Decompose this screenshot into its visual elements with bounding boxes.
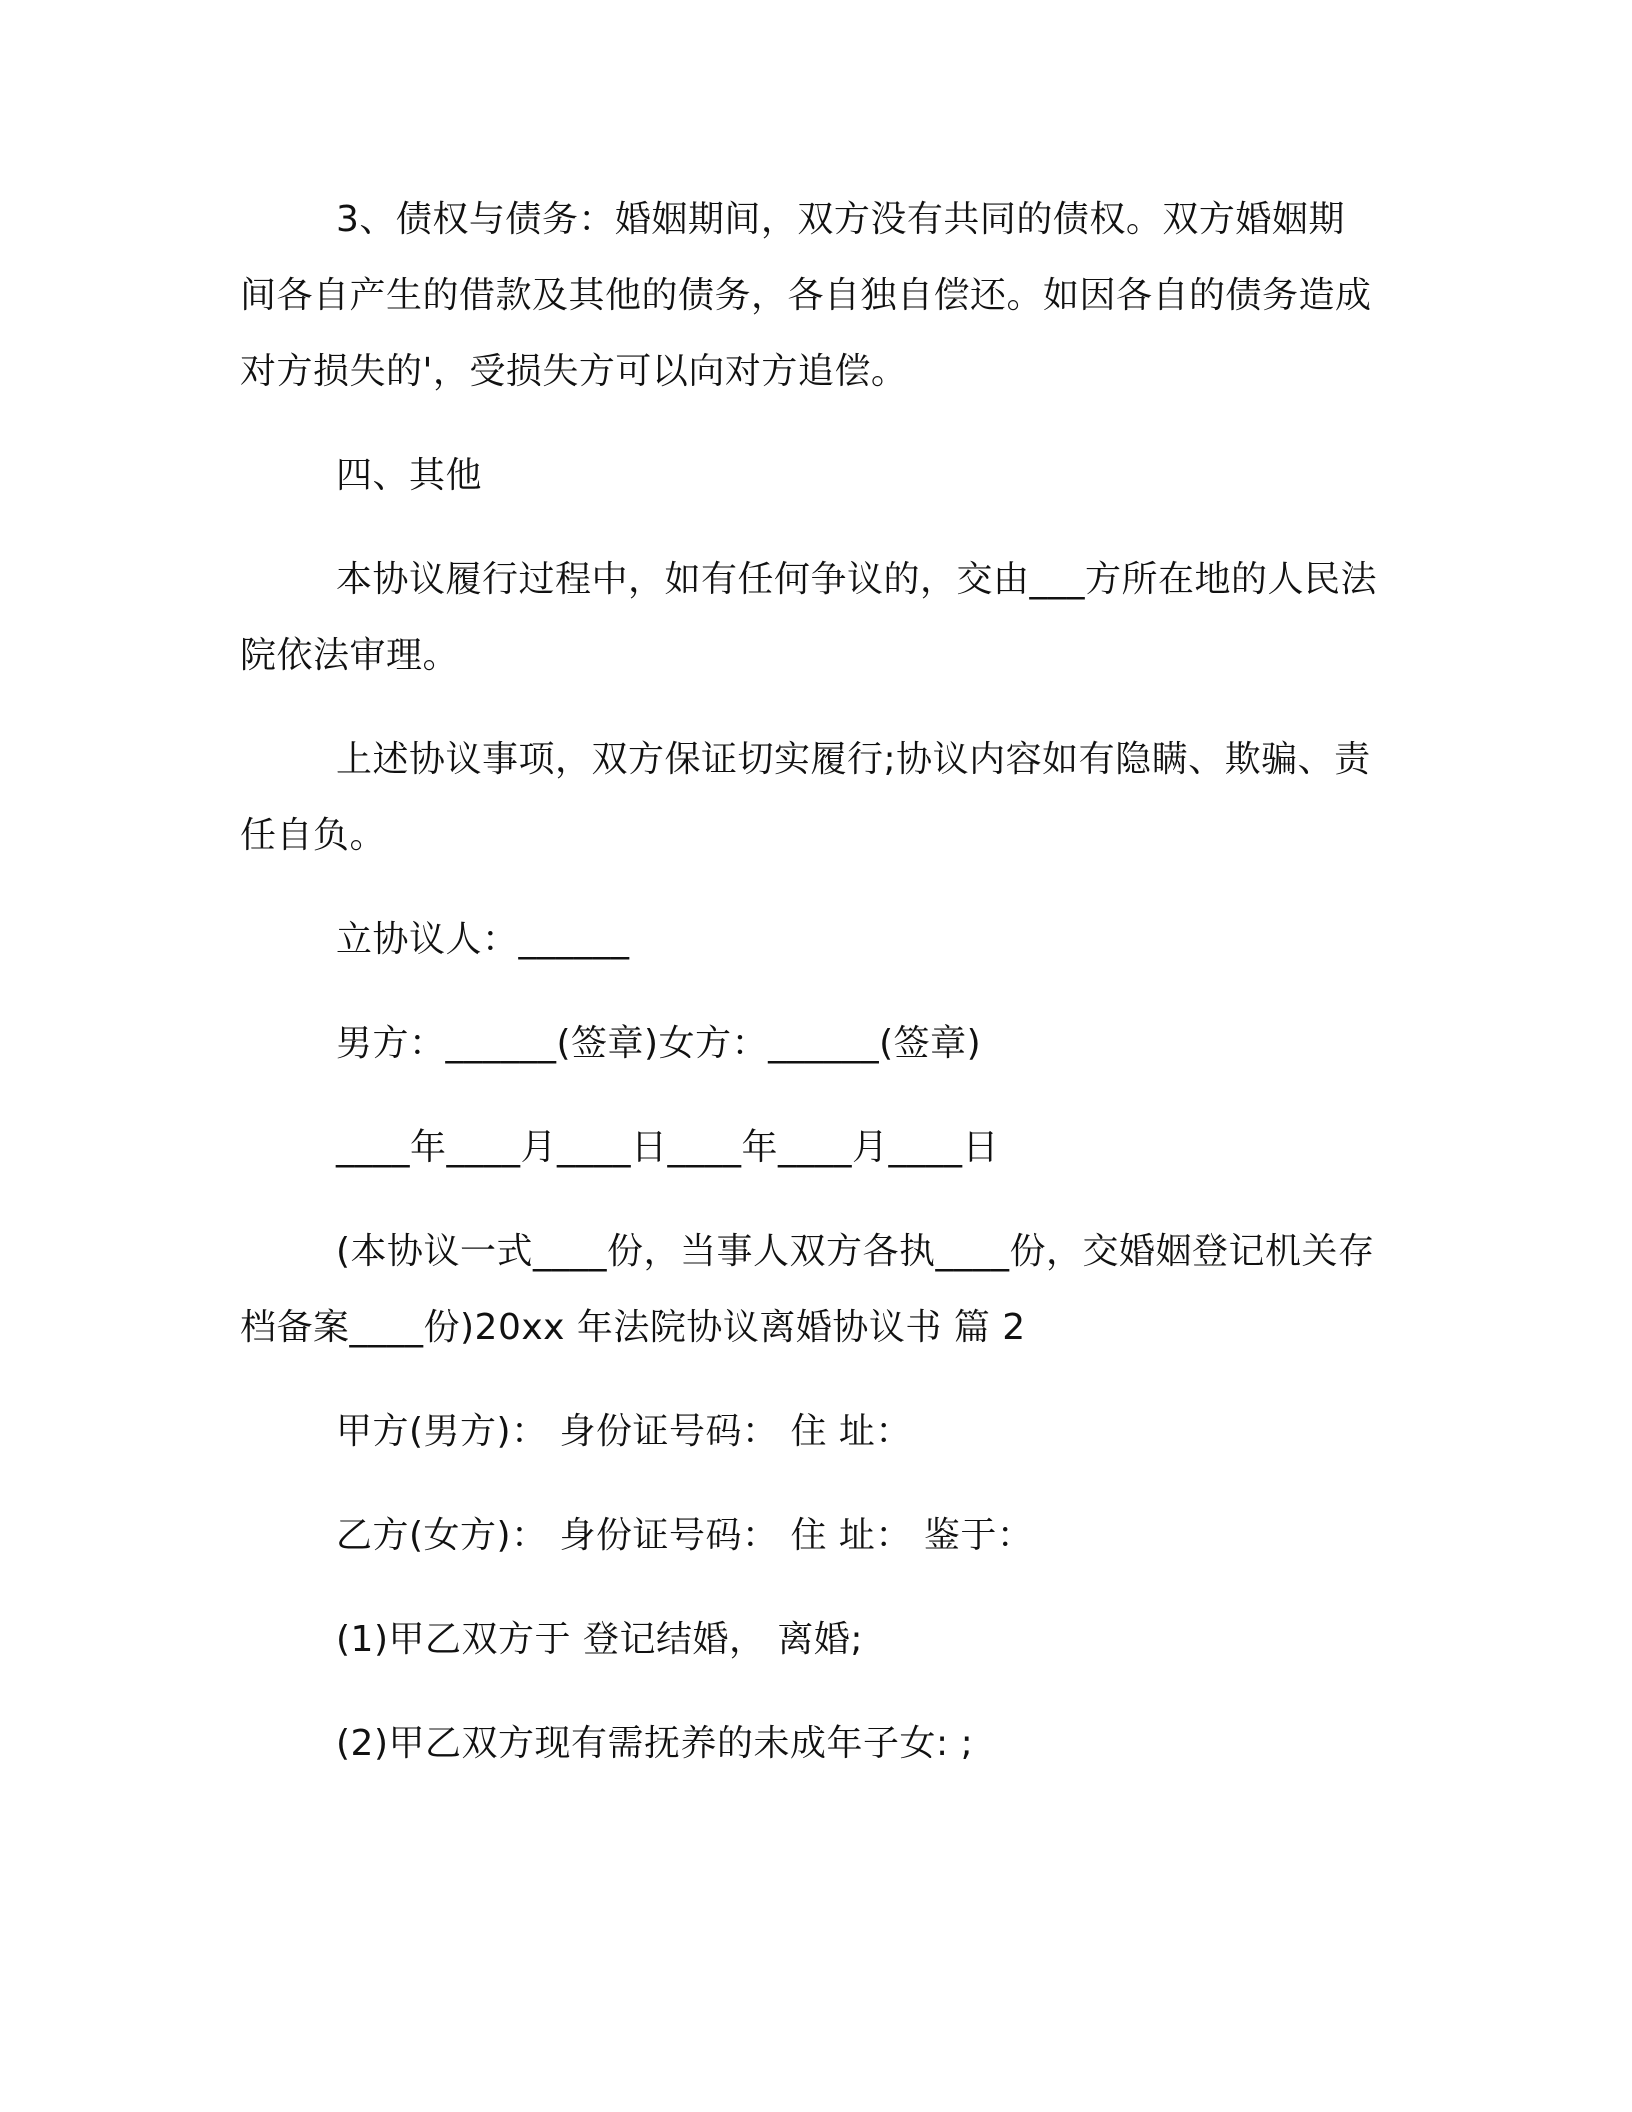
- paragraph-copies: (本协议一式____份，当事人双方各执____份，交婚姻登记机关存档备案____份)20xx 年法院协议离婚协议书 篇 2: [240, 1231, 1375, 1348]
- paragraph-dispute: 本协议履行过程中，如有任何争议的，交由___方所在地的人民法院依法审理。: [240, 559, 1378, 676]
- paragraph-guarantee: 上述协议事项，双方保证切实履行;协议内容如有隐瞒、欺骗、责任自负。: [240, 739, 1371, 856]
- date-line: ____年____月____日____年____月____日: [336, 1127, 1000, 1168]
- paragraph-debts: 3、债权与债务：婚姻期间，双方没有共同的债权。双方婚姻期间各自产生的借款及其他的债务，各自独自偿还。如因各自的债务造成对方损失的'，受损失方可以向对方追偿。: [240, 199, 1372, 392]
- section-heading-other: 四、其他: [336, 455, 483, 496]
- signatory-line: 立协议人：______: [336, 919, 630, 960]
- clause-1: (1)甲乙双方于 登记结婚， 离婚;: [336, 1619, 864, 1660]
- party-b-line: 乙方(女方)： 身份证号码： 住 址： 鉴于：: [336, 1515, 1034, 1556]
- party-a-line: 甲方(男方)： 身份证号码： 住 址：: [336, 1411, 912, 1452]
- document-body: [240, 182, 1380, 1782]
- signature-line: 男方：______(签章)女方：______(签章): [336, 1023, 982, 1064]
- clause-2: (2)甲乙双方现有需抚养的未成年子女: ;: [336, 1723, 974, 1764]
